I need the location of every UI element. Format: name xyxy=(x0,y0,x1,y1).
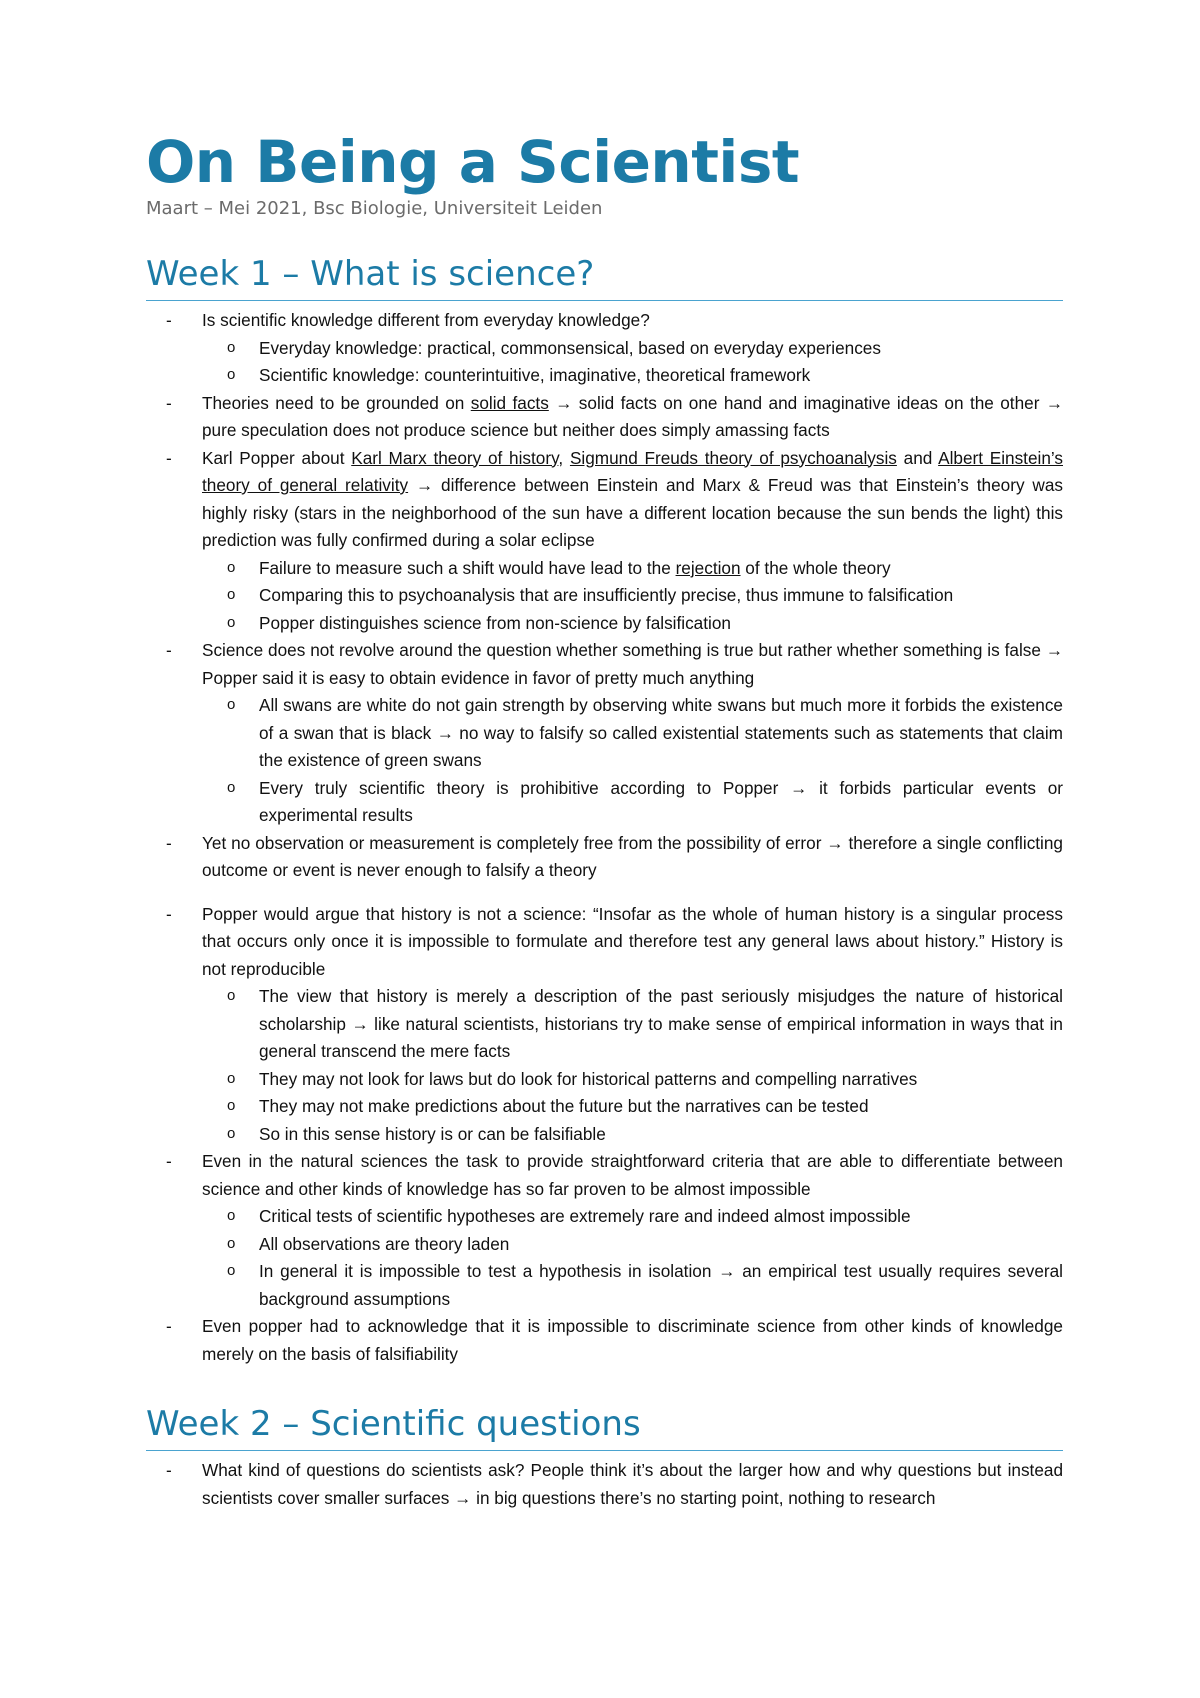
arrow-icon: → xyxy=(351,1013,369,1034)
sub-list-item: o So in this sense history is or can be falsifiable xyxy=(146,1121,1063,1149)
sub-list-item: o Comparing this to psychoanalysis that are insufficiently precise, thus immune to falsification xyxy=(146,582,1063,610)
arrow-icon: → xyxy=(718,1261,736,1281)
list-item: - What kind of questions do scientists ask? People think it’s about the larger how and why questions but instead scientists cover smaller surfaces → in big questions there’s no starting point, nothing to research xyxy=(146,1457,1063,1512)
sub-list-item: o They may not look for laws but do look for historical patterns and compelling narratives xyxy=(146,1066,1063,1094)
list-item: - Popper would argue that history is not a science: “Insofar as the whole of human history is a singular process that occurs only once it is impossible to formulate and therefore test any general laws about history.” History is not reproducible xyxy=(146,901,1063,984)
arrow-icon: → xyxy=(436,722,454,743)
list-item: - Yet no observation or measurement is completely free from the possibility of error → therefore a single conflicting outcome or event is never enough to falsify a theory xyxy=(146,830,1063,885)
section-heading-week-1: Week 1 – What is science? xyxy=(146,252,1063,301)
sub-list-item: o Critical tests of scientific hypotheses are extremely rare and indeed almost impossible xyxy=(146,1203,1063,1231)
list-item: - Even popper had to acknowledge that it is impossible to discriminate science from other kinds of knowledge merely on the basis of falsifiability xyxy=(146,1313,1063,1368)
arrow-icon: → xyxy=(790,777,808,798)
underlined-term: Karl Marx theory of history xyxy=(351,447,559,468)
document-content xyxy=(146,126,1063,1512)
section-heading-week-2: Week 2 – Scientific questions xyxy=(146,1402,1063,1451)
sub-list-item: o Scientific knowledge: counterintuitive, imaginative, theoretical framework xyxy=(146,362,1063,390)
list-item: - Theories need to be grounded on solid facts → solid facts on one hand and imaginative ideas on the other → pure speculation does not produce science but neither does simply amassing facts xyxy=(146,390,1063,445)
list-item: - Is scientific knowledge different from everyday knowledge? xyxy=(146,307,1063,335)
list-item: - Karl Popper about Karl Marx theory of history, Sigmund Freuds theory of psychoanalysis and Albert Einstein’s theory of general relativity → difference between Einstein and Marx & Freud was that Einstein’s theory was highly risky (stars in the neighborhood of the sun have a different location because the sun bends the light) this prediction was fully confirmed during a solar eclipse xyxy=(146,445,1063,555)
arrow-icon: → xyxy=(826,832,844,853)
sub-list-item: o All swans are white do not gain strength by observing white swans but much more it forbids the existence of a swan that is black → no way to falsify so called existential statements such as statements that claim the existence of green swans xyxy=(146,692,1063,775)
week-2-list xyxy=(146,1457,1063,1512)
underlined-term: Albert Einstein’s theory of general relativity xyxy=(202,447,1063,495)
arrow-icon: → xyxy=(415,475,434,495)
underlined-term: rejection xyxy=(675,557,741,578)
sub-list-item: o Every truly scientific theory is prohibitive according to Popper → it forbids particular events or experimental results xyxy=(146,775,1063,830)
arrow-icon: → xyxy=(555,392,573,413)
arrow-icon: → xyxy=(1045,392,1064,413)
document-subtitle: Maart – Mei 2021, Bsc Biologie, Universiteit Leiden xyxy=(146,198,603,219)
list-item: - Science does not revolve around the question whether something is true but rather whether something is false → Popper said it is easy to obtain evidence in favor of pretty much anything xyxy=(146,637,1063,692)
document-title: On Being a Scientist xyxy=(146,128,800,196)
underlined-term: solid facts xyxy=(470,392,549,413)
list-item: - Even in the natural sciences the task to provide straightforward criteria that are able to differentiate between science and other kinds of knowledge has so far proven to be almost impossible xyxy=(146,1148,1063,1203)
arrow-icon: → xyxy=(1045,640,1063,660)
sub-list-item: o The view that history is merely a description of the past seriously misjudges the nature of historical scholarship → like natural scientists, historians try to make sense of empirical information in ways that in general transcend the mere facts xyxy=(146,983,1063,1066)
underlined-term: Sigmund Freuds theory of psychoanalysis xyxy=(569,447,897,468)
sub-list-item: o Everyday knowledge: practical, commonsensical, based on everyday experiences xyxy=(146,335,1063,363)
sub-list-item: o Popper distinguishes science from non-science by falsification xyxy=(146,610,1063,638)
arrow-icon: → xyxy=(454,1487,472,1508)
week-1-list xyxy=(146,307,1063,1368)
sub-list-item: o All observations are theory laden xyxy=(146,1231,1063,1259)
sub-list-item: o They may not make predictions about the future but the narratives can be tested xyxy=(146,1093,1063,1121)
sub-list-item: o Failure to measure such a shift would have lead to the rejection of the whole theory xyxy=(146,555,1063,583)
sub-list-item: o In general it is impossible to test a hypothesis in isolation → an empirical test usually requires several background assumptions xyxy=(146,1258,1063,1313)
